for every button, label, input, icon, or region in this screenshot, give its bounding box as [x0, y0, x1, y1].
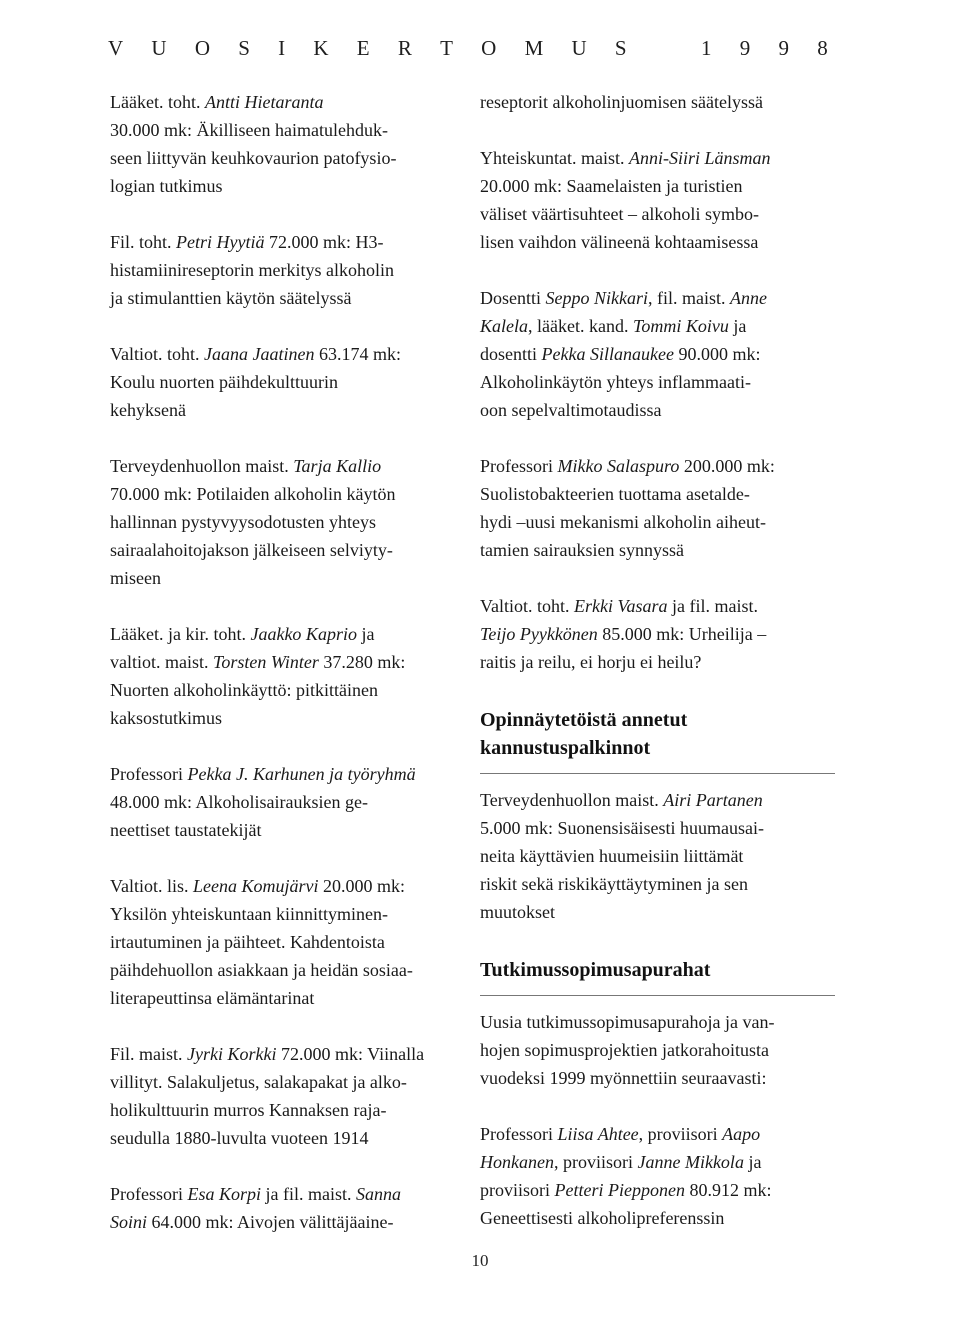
header-letter: O	[481, 35, 497, 60]
header-letter: M	[524, 35, 544, 60]
header-letter: I	[278, 35, 286, 60]
header-letter: O	[194, 35, 210, 60]
header-year-digit: 8	[817, 35, 828, 60]
grant-entry: Professori Pekka J. Karhunen ja työryhmä 48.000 mk: Alkoholisairauksien ge- neettiset taustatekijät	[110, 764, 416, 840]
left-column	[110, 88, 462, 1236]
header-letter: K	[313, 35, 329, 60]
section-heading-thesis-awards: Opinnäytetöistä annetut kannustuspalkinnot	[480, 706, 835, 774]
header-letter: R	[397, 35, 412, 60]
grant-entry: Lääket. toht. Antti Hietaranta 30.000 mk: Äkilliseen haimatulehduk- seen liittyvän keuhkovaurion patofysio- logian tutkimus	[110, 92, 397, 196]
grant-entry: Yhteiskuntat. maist. Anni-Siiri Länsman 20.000 mk: Saamelaisten ja turistien väliset väärtisuhteet – alkoholi symbo- lisen vaihdon välineenä kohtaamisessa	[480, 148, 771, 252]
section-heading-research-grants: Tutkimussopimusapurahat	[480, 956, 835, 996]
header-letter: U	[151, 35, 167, 60]
header-letter: V	[108, 35, 124, 60]
grant-entry: Terveydenhuollon maist. Tarja Kallio 70.000 mk: Potilaiden alkoholin käytön hallinnan pystyvyysodotusten yhteys sairaalahoitojakson jälkeiseen selviyty- miseen	[110, 456, 396, 588]
page-number: 10	[471, 1251, 489, 1270]
header-letter: U	[571, 35, 587, 60]
grant-entry: Dosentti Seppo Nikkari, fil. maist. Anne Kalela, lääket. kand. Tommi Koivu ja dosentti Pekka Sillanaukee 90.000 mk: Alkoholinkäytön yhteys inflammaati- oon sepelvaltimotaudissa	[480, 288, 767, 420]
grant-entry: Lääket. ja kir. toht. Jaakko Kaprio ja valtiot. maist. Torsten Winter 37.280 mk: Nuorten alkoholinkäyttö: pitkittäinen kaksostutkimus	[110, 624, 406, 728]
running-header	[108, 33, 828, 63]
grant-entry: Professori Esa Korpi ja fil. maist. Sanna Soini 64.000 mk: Aivojen välittäjäaine-	[110, 1184, 401, 1232]
grant-entry: Fil. maist. Jyrki Korkki 72.000 mk: Viinalla villityt. Salakuljetus, salakapakat ja alko- holikulttuurin murros Kannaksen raja- seudulla 1880-luvulta vuoteen 1914	[110, 1044, 425, 1148]
grant-entry: Fil. toht. Petri Hyytiä 72.000 mk: H3- histamiinireseptorin merkitys alkoholin ja stimulanttien käytön säätelyssä	[110, 232, 394, 308]
header-letter: T	[440, 35, 453, 60]
header-year-digit: 9	[739, 35, 751, 60]
header-letter: S	[614, 35, 627, 60]
header-letter: S	[238, 35, 250, 60]
grant-entry: Professori Liisa Ahtee, proviisori Aapo Honkanen, proviisori Janne Mikkola ja proviisori Petteri Piepponen 80.912 mk: Geneettisesti alkoholipreferenssin	[480, 1124, 772, 1228]
grant-entry: Valtiot. toht. Jaana Jaatinen 63.174 mk: Koulu nuorten päihdekulttuurin kehyksenä	[110, 344, 401, 420]
header-year-digit: 9	[778, 35, 790, 60]
grant-entry: Professori Mikko Salaspuro 200.000 mk: Suolistobakteerien tuottama asetalde- hydi –uusi mekanismi alkoholin aiheut- tamien sairauksien synnyssä	[480, 456, 775, 560]
grant-entry: Valtiot. lis. Leena Komujärvi 20.000 mk: Yksilön yhteiskuntaan kiinnittyminen- irtautuminen ja päihteet. Kahdentoista päihdehuollon asiakkaan ja heidän sosiaa- literapeuttinsa elämäntarinat	[110, 876, 413, 1008]
header-letter: E	[356, 35, 370, 60]
right-column	[480, 88, 835, 1232]
section-intro: Uusia tutkimussopimusapurahoja ja van- hojen sopimusprojektien jatkorahoitusta vuodeksi 1999 myönnettiin seuraavasti:	[480, 1012, 775, 1088]
award-entry: Terveydenhuollon maist. Airi Partanen 5.000 mk: Suonensisäisesti huumausai- neita käyttävien huumeisiin liittämät riskit sekä riskikäyttäytyminen ja sen muutokset	[480, 790, 764, 922]
grant-entry-continued: reseptorit alkoholinjuomisen säätelyssä	[480, 92, 763, 112]
header-year-digit: 1	[701, 35, 712, 60]
grant-entry: Valtiot. toht. Erkki Vasara ja fil. maist. Teijo Pyykkönen 85.000 mk: Urheilija – raitis ja reilu, ei horju ei heilu?	[480, 596, 767, 672]
